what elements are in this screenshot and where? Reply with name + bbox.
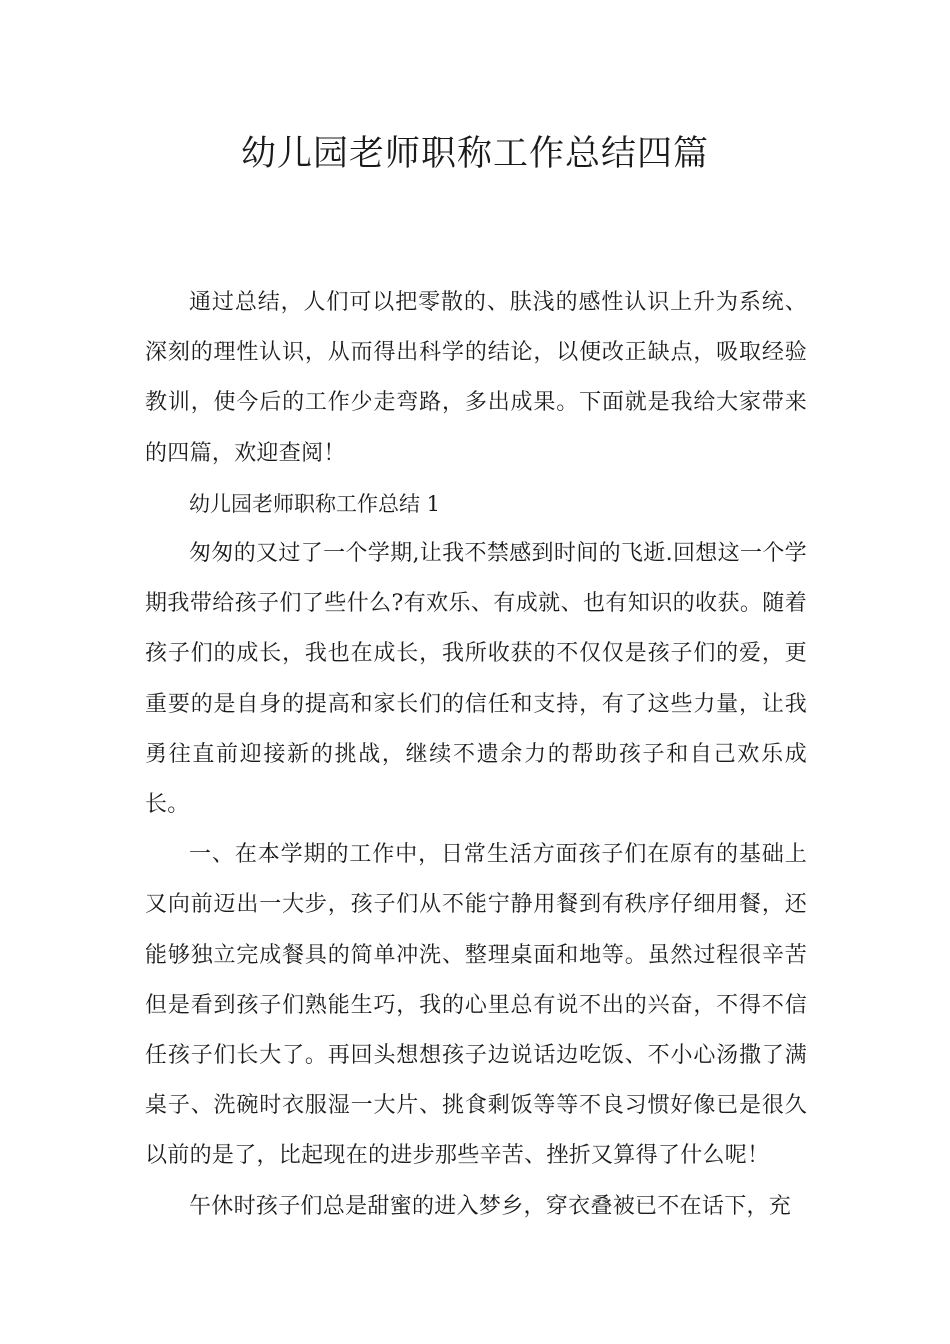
section-1-paragraph-1: 匆匆的又过了一个学期,让我不禁感到时间的飞逝.回想这一个学期我带给孩子们了些什么?有欢乐、有成就、也有知识的收获。随着孩子们的成长，我也在成长，我所收获的不仅仅是孩子们的爱，更重要的是自身的提高和家长们的信任和支持，有了这些力量，让我勇往直前迎接新的挑战，继续不遗余力的帮助孩子和自己欢乐成长。 [145, 541, 807, 818]
intro-paragraph: 通过总结，人们可以把零散的、肤浅的感性认识上升为系统、深刻的理性认识，从而得出科学的结论，以便改正缺点，吸取经验教训，使今后的工作少走弯路，多出成果。下面就是我给大家带来的四篇，欢迎查阅！ [145, 290, 807, 466]
section-1-paragraph-2: 一、在本学期的工作中，日常生活方面孩子们在原有的基础上又向前迈出一大步，孩子们从不能宁静用餐到有秩序仔细用餐，还能够独立完成餐具的简单冲洗、整理桌面和地等。虽然过程很辛苦但是看到孩子们熟能生巧，我的心里总有说不出的兴奋，不得不信任孩子们长大了。再回头想想孩子边说话边吃饭、不小心汤撒了满桌子、洗碗时衣服湿一大片、挑食剩饭等等不良习惯好像已是很久以前的是了，比起现在的进步那些辛苦、挫折又算得了什么呢！ [145, 842, 807, 1169]
document-title: 幼儿园老师职称工作总结四篇 [240, 134, 709, 174]
section-1-paragraph-3: 午休时孩子们总是甜蜜的进入梦乡，穿衣叠被已不在话下，充 [189, 1193, 792, 1219]
document-body [145, 278, 807, 1232]
section-heading-1: 幼儿园老师职称工作总结 1 [189, 491, 441, 516]
